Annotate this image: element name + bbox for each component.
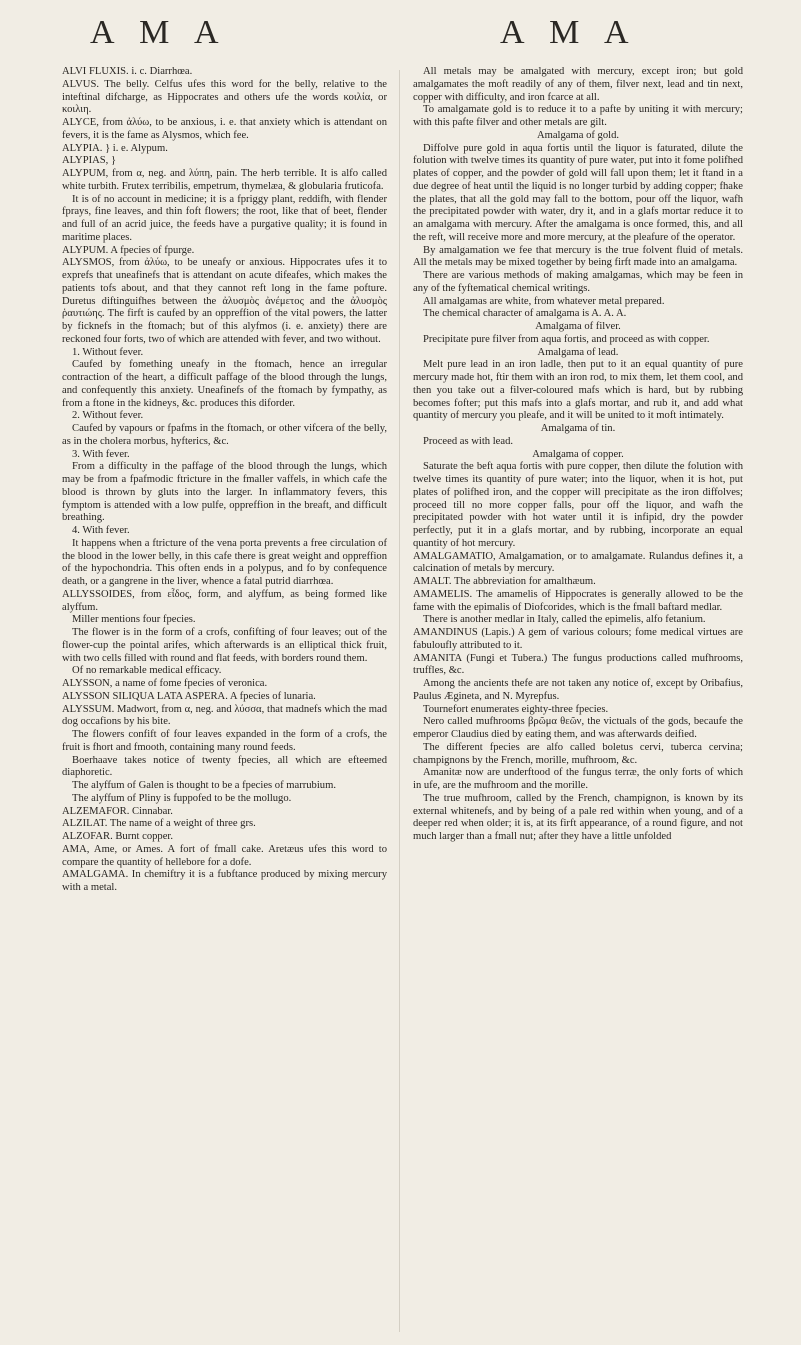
dictionary-paragraph: ALZOFAR. Burnt copper. xyxy=(62,831,174,842)
dictionary-paragraph: Saturate the beft aqua fortis with pure copper, then dilute the folution with twelve times its quantity of pure water; into the liquor, when it is hot, put plates of polifhed iron, and the copper will precipitate as the iron diffolves; proceed till no more copper falls, pour off the liquor, and wafh the precipitated powder with hot water until it is infipid, dry the powder perfectly, put it in a glafs mortar, and by rubbing, incorporate an equal quantity of hot mercury. xyxy=(413,461,743,549)
dictionary-paragraph: AMA, Ame, or Ames. A fort of fmall cake. Aretæus ufes this word to compare the quantity of hellebore for a dofe. xyxy=(62,843,387,868)
dictionary-paragraph: 2. Without fever. xyxy=(72,410,144,422)
dictionary-paragraph: Caufed by vapours or fpafms in the ftomach, or other vifcera of the belly, as in the cholera morbus, hyfterics, &c. xyxy=(62,423,387,447)
dictionary-paragraph: ALYCE, from ἀλύω, to be anxious, i. e. that anxiety which is attendant on fevers, it is the fame as Alysmos, which fee. xyxy=(62,117,387,141)
dictionary-paragraph: ALYPIAS, } xyxy=(62,155,117,167)
dictionary-paragraph: Nero called mufhrooms βρῶμα θεῶν, the victuals of the gods, becaufe the emperor Claudius died by eating them, and was afterwards deified. xyxy=(413,716,743,740)
dictionary-paragraph: AMALGAMA. In chemiftry it is a fubftance produced by mixing mercury with a metal. xyxy=(62,869,387,893)
dictionary-paragraph: AMALT. The abbreviation for amalthæum. xyxy=(413,576,596,587)
dictionary-paragraph: The alyffum of Galen is thought to be a fpecies of marrubium. xyxy=(72,780,336,791)
dictionary-paragraph: The alyffum of Pliny is fuppofed to be the mollugo. xyxy=(72,792,292,804)
dictionary-paragraph: The different fpecies are alfo called boletus cervi, tuberca cervina; champignons by the French, morille, mufhroom, &c. xyxy=(413,741,743,766)
right-column xyxy=(413,66,743,844)
dictionary-paragraph: 1. Without fever. xyxy=(72,346,144,358)
dictionary-paragraph: ALYPIA. } i. e. Alypum. xyxy=(62,142,168,154)
dictionary-paragraph: ALZEMAFOR. Cinnabar. xyxy=(62,805,173,817)
dictionary-paragraph: Amanitæ now are underftood of the fungus terræ, the only forts of which in ufe, are the mufhroom and the morille. xyxy=(413,767,743,791)
dictionary-paragraph: From a difficulty in the paffage of the blood through the lungs, which may be from a fpafmodic ftricture in the fmaller vaffels, in which cafe the blood is thrown by gluts into the larger. In inflammatory fevers, this fymptom is attended with a low pulfe, oppreffion in the breaft, and difficult breathing. xyxy=(62,461,387,524)
dictionary-paragraph: AMANITA (Fungi et Tubera.) The fungus productions called mufhrooms, truffles, &c. xyxy=(413,652,743,677)
dictionary-paragraph: It is of no account in medicine; it is a fpriggy plant, reddifh, with flender fprays, fine leaves, and thin foft flowers; the root, like that of beet, flender and full of an acrid juice, the feeds have a purgative quality; it is found in maritime places. xyxy=(62,193,387,243)
dictionary-paragraph: The true mufhroom, called by the French, champignon, is known by its external whitenefs, and by being of a pale red within when young, and of a deeper red when older; it is, at its firft appearance, of a round figure, and not much larger than a fmall nut; after they have a little unfolded xyxy=(413,792,743,842)
dictionary-paragraph: Diffolve pure gold in aqua fortis until the liquor is faturated, dilute the folution with twelve times its quantity of pure water, put into it fome polifhed plates of copper, and the powder of gold will fall upon them; let it ftand in a due degree of heat until the liquid is no longer turbid by adding copper; fhake the plates, that all the gold may fall to the bottom, pour off the liquor, wafh the precipitated powder with water, dry it, and in a glafs mortar reduce it to an amalgama with mercury. After the amalgama is once formed, this, and all the reft, will receive more and more mercury, at the pleafure of the operator. xyxy=(413,142,743,243)
dictionary-paragraph: The flower is in the form of a crofs, confifting of four leaves; out of the flower-cup the pointal arifes, which afterwards is an elliptical thick fruit, with two cells filled with round and flat feeds, with borders round them. xyxy=(62,627,387,664)
dictionary-paragraph: All amalgamas are white, from whatever metal prepared. xyxy=(423,295,665,307)
dictionary-paragraph: ALYSSUM. Madwort, from α, neg. and λύσσα, that madnefs which the mad dog occafions by his bite. xyxy=(62,703,387,728)
dictionary-paragraph: Precipitate pure filver from aqua fortis, and proceed as with copper. xyxy=(423,333,710,345)
dictionary-paragraph: By amalgamation we fee that mercury is the true folvent fluid of metals. All the metals may be mixed together by being firft made into an amalgama. xyxy=(413,244,743,269)
running-head-left: A M A xyxy=(90,14,228,51)
dictionary-paragraph: There is another medlar in Italy, called the epimelis, alfo fetanium. xyxy=(423,614,706,626)
dictionary-paragraph: 4. With fever. xyxy=(72,525,130,536)
dictionary-paragraph: Tournefort enumerates eighty-three fpecies. xyxy=(423,703,609,715)
dictionary-paragraph: Amalgama of copper. xyxy=(532,448,624,460)
dictionary-paragraph: ALYPUM. A fpecies of fpurge. xyxy=(62,244,195,256)
dictionary-paragraph: To amalgamate gold is to reduce it to a pafte by uniting it with mercury; with this pafte filver and other metals are gilt. xyxy=(413,104,743,128)
dictionary-paragraph: There are various methods of making amalgamas, which may be feen in any of the fyftematical chemical writings. xyxy=(413,270,743,294)
dictionary-paragraph: The chemical character of amalgama is A. A. A. xyxy=(423,308,627,320)
dictionary-paragraph: Amalgama of tin. xyxy=(540,423,616,434)
dictionary-paragraph: All metals may be amalgated with mercury, except iron; but gold amalgamates the moft readily of any of them, filver next, lead and tin next, copper with difficulty, and iron fcarce at all. xyxy=(413,66,743,103)
dictionary-paragraph: Amalgama of lead. xyxy=(537,346,619,358)
dictionary-paragraph: It happens when a ftricture of the vena porta prevents a free circulation of the blood in the lower belly, in this cafe there is great weight and oppreffion of the hypochondria. This often ends in a polypus, and fo by confequence death, or a gangrene in the liver, whence a fatal putrid diarrhœa. xyxy=(62,537,387,587)
dictionary-paragraph: Melt pure lead in an iron ladle, then put to it an equal quantity of pure mercury made hot, ftir them with an iron rod, to mix them, let them cool, and then you take out a filver-coloured mafs which is hard, but by rubbing becomes fofter; put this mafs into a glafs mortar, and rub it, and add what quantity of mercury you pleafe, and it will be united to it moft intimately. xyxy=(413,359,743,422)
dictionary-paragraph: Of no remarkable medical efficacy. xyxy=(72,665,222,677)
dictionary-paragraph: Amalgama of gold. xyxy=(536,129,620,141)
left-column xyxy=(62,66,387,895)
dictionary-paragraph: 3. With fever. xyxy=(72,448,130,460)
dictionary-paragraph: AMAMELIS. The amamelis of Hippocrates is generally allowed to be the fame with the epimalis of Diofcorides, which is the fmall baftard medlar. xyxy=(413,588,743,613)
dictionary-paragraph: Boerhaave takes notice of twenty fpecies, all which are efteemed diaphoretic. xyxy=(62,754,387,779)
dictionary-paragraph: Amalgama of filver. xyxy=(535,321,621,332)
dictionary-paragraph: Among the ancients thefe are not taken any notice of, except by Oribafius, Paulus Ægineta, and N. Myrepfus. xyxy=(413,678,743,702)
column-divider xyxy=(399,70,400,1332)
dictionary-paragraph: AMANDINUS (Lapis.) A gem of various colours; fome medical virtues are fabuloufly attributed to it. xyxy=(413,627,743,651)
dictionary-paragraph: ALVUS. The belly. Celfus ufes this word for the belly, relative to the inteftinal difcharge, as Hippocrates and others ufe the words κοιλία, or κοιλιη. xyxy=(62,78,387,116)
dictionary-paragraph: AMALGAMATIO, Amalgamation, or to amalgamate. Rulandus defines it, a calcination of metals by mercury. xyxy=(413,550,743,575)
dictionary-paragraph: ALLYSSOIDES, from εἶδος, form, and alyffum, as being formed like alyffum. xyxy=(62,588,387,613)
dictionary-paragraph: ALZILAT. The name of a weight of three grs. xyxy=(62,818,256,830)
dictionary-paragraph: Proceed as with lead. xyxy=(423,435,514,447)
dictionary-paragraph: The flowers confift of four leaves expanded in the form of a crofs, the fruit is fhort and fmooth, containing many round feeds. xyxy=(62,729,387,753)
dictionary-paragraph: ALYSSON SILIQUA LATA ASPERA. A fpecies of lunaria. xyxy=(62,690,316,702)
dictionary-paragraph: Caufed by fomething uneafy in the ftomach, hence an irregular contraction of the heart, a difficult paffage of the blood through the lungs, and confequently this anxiety. Uneafinefs of the ftomach by fympathy, as from a ftone in the kidneys, &c. produces this diforder. xyxy=(62,359,387,409)
dictionary-paragraph: ALYPUM, from α, neg. and λύπη, pain. The herb terrible. It is alfo called white turbith. Frutex terribilis, empetrum, thymelæa, & globularia fruticofa. xyxy=(62,168,387,192)
running-head-right: A M A xyxy=(500,14,638,51)
dictionary-paragraph: ALYSMOS, from ἀλύω, to be uneafy or anxious. Hippocrates ufes it to exprefs that uneafinefs that is attendant on acute difeafes, which makes the patients tofs about, and that they cannot reft long in the fame pofture. Duretus diftinguifhes between the ἀλυσμὸς ἀνέμετος and the ἀλυσμὸς ῥαυτιώης. The firft is caufed by an oppreffion of the vital powers, the latter by ficknefs in the ftomach; but of this alyfmos (i. e. anxiety) there are reckoned four forts, two of which are attended with fever, and two without. xyxy=(62,257,387,345)
dictionary-paragraph: ALVI FLUXIS. i. c. Diarrhœa. xyxy=(62,66,193,77)
dictionary-paragraph: Miller mentions four fpecies. xyxy=(72,614,196,626)
dictionary-paragraph: ALYSSON, a name of fome fpecies of veronica. xyxy=(62,678,268,689)
